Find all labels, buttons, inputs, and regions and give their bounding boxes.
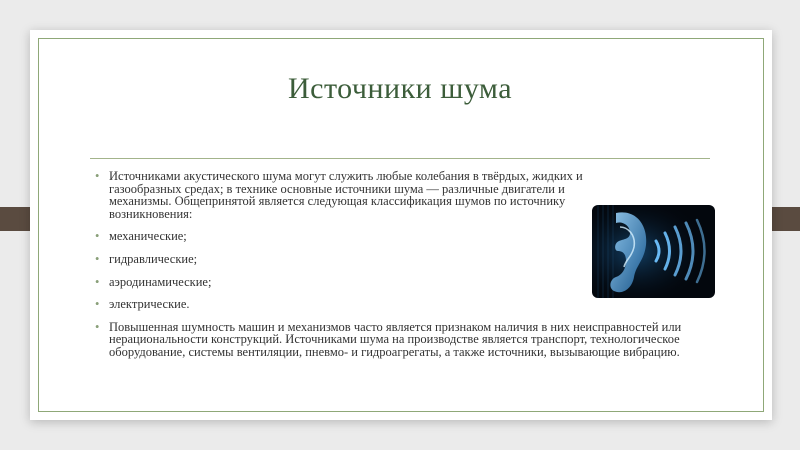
bullet-item: [95, 298, 717, 311]
bullet-text: механические;: [109, 229, 187, 244]
bullet-marker: •: [95, 297, 100, 312]
slide-title: Источники шума: [287, 72, 513, 105]
bullet-marker: •: [95, 169, 100, 183]
ear-illustration: [592, 205, 715, 298]
bullet-text: Источниками акустического шума могут служить любые колебания в твёрдых, жидких и газообразных средах; в технике основные источники шума — различные двигатели и механизмы. Общепринятой является следующая классификация шумов по источнику возникновения:: [109, 169, 583, 221]
title-divider: [90, 158, 710, 159]
bullet-item: [95, 321, 717, 359]
bullet-text: Повышенная шумность машин и механизмов часто является признаком наличия в них неисправностей или нерациональности конструкций. Источниками шума на производстве является транспорт, технологическое оборудование, системы вентиляции, пневмо- и гидроагрегаты, а также источники, вызывающие вибрацию.: [109, 319, 682, 359]
bullet-text: гидравлические;: [109, 251, 198, 266]
bullet-marker: •: [95, 319, 100, 334]
bullet-marker: •: [95, 251, 100, 266]
bullet-marker: •: [95, 229, 100, 244]
bullet-marker: •: [95, 274, 100, 289]
bullet-text: аэродинамические;: [109, 274, 212, 289]
bullet-text: электрические.: [109, 297, 190, 312]
ear-sound-waves-icon: [592, 205, 715, 298]
